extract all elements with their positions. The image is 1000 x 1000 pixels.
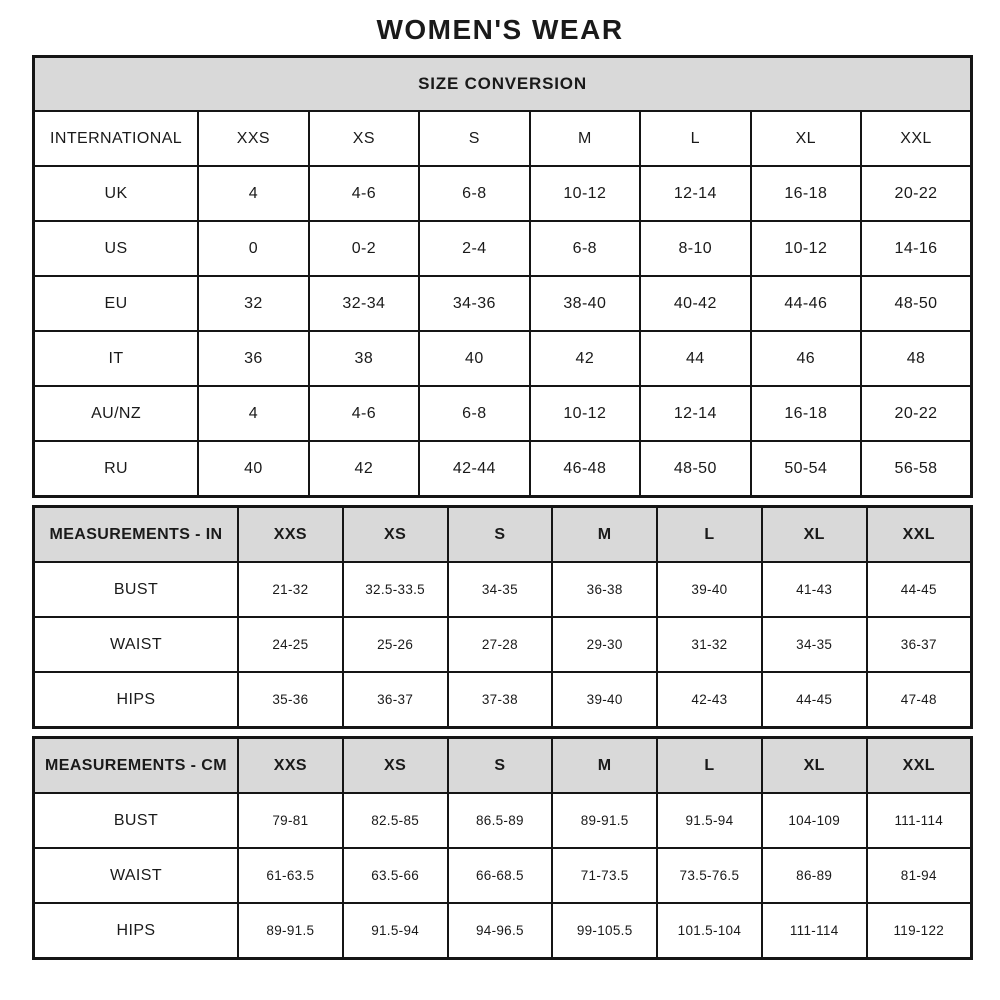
value-cell: 4 bbox=[198, 166, 308, 221]
row-label: BUST bbox=[34, 793, 238, 848]
table-row bbox=[34, 903, 972, 959]
value-cell: 34-35 bbox=[448, 562, 553, 617]
column-header: S bbox=[419, 111, 529, 166]
value-cell: 91.5-94 bbox=[343, 903, 448, 959]
tables-container bbox=[32, 55, 973, 960]
value-cell: 2-4 bbox=[419, 221, 529, 276]
column-header: L bbox=[640, 111, 750, 166]
value-cell: 10-12 bbox=[530, 386, 640, 441]
row-label: BUST bbox=[34, 562, 238, 617]
column-header: MEASUREMENTS - IN bbox=[34, 507, 238, 563]
row-label: AU/NZ bbox=[34, 386, 199, 441]
value-cell: 4 bbox=[198, 386, 308, 441]
column-header: M bbox=[552, 738, 657, 794]
table-row bbox=[34, 331, 972, 386]
value-cell: 25-26 bbox=[343, 617, 448, 672]
column-header-row bbox=[34, 507, 972, 563]
column-header: XL bbox=[751, 111, 861, 166]
value-cell: 99-105.5 bbox=[552, 903, 657, 959]
value-cell: 39-40 bbox=[657, 562, 762, 617]
value-cell: 12-14 bbox=[640, 166, 750, 221]
value-cell: 38-40 bbox=[530, 276, 640, 331]
value-cell: 6-8 bbox=[530, 221, 640, 276]
value-cell: 42 bbox=[530, 331, 640, 386]
value-cell: 24-25 bbox=[238, 617, 343, 672]
value-cell: 40 bbox=[198, 441, 308, 497]
value-cell: 94-96.5 bbox=[448, 903, 553, 959]
value-cell: 81-94 bbox=[867, 848, 972, 903]
value-cell: 35-36 bbox=[238, 672, 343, 728]
column-header: XL bbox=[762, 738, 867, 794]
value-cell: 42 bbox=[309, 441, 419, 497]
value-cell: 101.5-104 bbox=[657, 903, 762, 959]
value-cell: 111-114 bbox=[762, 903, 867, 959]
column-header: XL bbox=[762, 507, 867, 563]
size-conversion-title: SIZE CONVERSION bbox=[34, 57, 972, 112]
table-row bbox=[34, 276, 972, 331]
value-cell: 16-18 bbox=[751, 166, 861, 221]
table-row bbox=[34, 441, 972, 497]
column-header: M bbox=[530, 111, 640, 166]
table-row bbox=[34, 793, 972, 848]
value-cell: 111-114 bbox=[867, 793, 972, 848]
value-cell: 40-42 bbox=[640, 276, 750, 331]
value-cell: 6-8 bbox=[419, 166, 529, 221]
table-row bbox=[34, 848, 972, 903]
value-cell: 31-32 bbox=[657, 617, 762, 672]
column-header: XXS bbox=[238, 738, 343, 794]
value-cell: 36-37 bbox=[867, 617, 972, 672]
table-row bbox=[34, 672, 972, 728]
column-header: L bbox=[657, 738, 762, 794]
value-cell: 61-63.5 bbox=[238, 848, 343, 903]
row-label: RU bbox=[34, 441, 199, 497]
measurements-in-table bbox=[32, 505, 973, 729]
value-cell: 32-34 bbox=[309, 276, 419, 331]
value-cell: 48 bbox=[861, 331, 971, 386]
column-header: XXL bbox=[867, 507, 972, 563]
value-cell: 0 bbox=[198, 221, 308, 276]
value-cell: 39-40 bbox=[552, 672, 657, 728]
value-cell: 44-45 bbox=[867, 562, 972, 617]
value-cell: 12-14 bbox=[640, 386, 750, 441]
value-cell: 16-18 bbox=[751, 386, 861, 441]
row-label: US bbox=[34, 221, 199, 276]
table-row bbox=[34, 386, 972, 441]
value-cell: 63.5-66 bbox=[343, 848, 448, 903]
value-cell: 0-2 bbox=[309, 221, 419, 276]
column-header: XXS bbox=[198, 111, 308, 166]
value-cell: 86-89 bbox=[762, 848, 867, 903]
value-cell: 34-36 bbox=[419, 276, 529, 331]
value-cell: 79-81 bbox=[238, 793, 343, 848]
value-cell: 14-16 bbox=[861, 221, 971, 276]
value-cell: 10-12 bbox=[751, 221, 861, 276]
value-cell: 44-46 bbox=[751, 276, 861, 331]
value-cell: 89-91.5 bbox=[238, 903, 343, 959]
value-cell: 44-45 bbox=[762, 672, 867, 728]
column-header: L bbox=[657, 507, 762, 563]
value-cell: 36 bbox=[198, 331, 308, 386]
column-header-row bbox=[34, 738, 972, 794]
table-row bbox=[34, 221, 972, 276]
value-cell: 48-50 bbox=[640, 441, 750, 497]
value-cell: 47-48 bbox=[867, 672, 972, 728]
row-label: UK bbox=[34, 166, 199, 221]
value-cell: 20-22 bbox=[861, 166, 971, 221]
value-cell: 42-43 bbox=[657, 672, 762, 728]
column-header: M bbox=[552, 507, 657, 563]
value-cell: 36-38 bbox=[552, 562, 657, 617]
value-cell: 56-58 bbox=[861, 441, 971, 497]
row-label: HIPS bbox=[34, 903, 238, 959]
value-cell: 46-48 bbox=[530, 441, 640, 497]
value-cell: 89-91.5 bbox=[552, 793, 657, 848]
value-cell: 20-22 bbox=[861, 386, 971, 441]
table-row bbox=[34, 562, 972, 617]
value-cell: 104-109 bbox=[762, 793, 867, 848]
column-header: S bbox=[448, 507, 553, 563]
value-cell: 40 bbox=[419, 331, 529, 386]
column-header: INTERNATIONAL bbox=[34, 111, 199, 166]
value-cell: 34-35 bbox=[762, 617, 867, 672]
row-label: IT bbox=[34, 331, 199, 386]
value-cell: 82.5-85 bbox=[343, 793, 448, 848]
row-label: HIPS bbox=[34, 672, 238, 728]
row-label: WAIST bbox=[34, 848, 238, 903]
column-header: XXL bbox=[861, 111, 971, 166]
value-cell: 32 bbox=[198, 276, 308, 331]
page-title: WOMEN'S WEAR bbox=[376, 14, 624, 45]
value-cell: 10-12 bbox=[530, 166, 640, 221]
row-label: EU bbox=[34, 276, 199, 331]
column-header: MEASUREMENTS - CM bbox=[34, 738, 238, 794]
value-cell: 119-122 bbox=[867, 903, 972, 959]
measurements-cm-table bbox=[32, 736, 973, 960]
column-header: XS bbox=[343, 738, 448, 794]
value-cell: 38 bbox=[309, 331, 419, 386]
column-header: S bbox=[448, 738, 553, 794]
value-cell: 42-44 bbox=[419, 441, 529, 497]
value-cell: 29-30 bbox=[552, 617, 657, 672]
value-cell: 48-50 bbox=[861, 276, 971, 331]
column-header: XXL bbox=[867, 738, 972, 794]
column-header: XXS bbox=[238, 507, 343, 563]
value-cell: 32.5-33.5 bbox=[343, 562, 448, 617]
table-row bbox=[34, 617, 972, 672]
column-header: XS bbox=[309, 111, 419, 166]
value-cell: 8-10 bbox=[640, 221, 750, 276]
value-cell: 37-38 bbox=[448, 672, 553, 728]
value-cell: 71-73.5 bbox=[552, 848, 657, 903]
size-conversion-table bbox=[32, 55, 973, 498]
value-cell: 46 bbox=[751, 331, 861, 386]
value-cell: 86.5-89 bbox=[448, 793, 553, 848]
value-cell: 4-6 bbox=[309, 166, 419, 221]
value-cell: 27-28 bbox=[448, 617, 553, 672]
value-cell: 91.5-94 bbox=[657, 793, 762, 848]
column-header: XS bbox=[343, 507, 448, 563]
value-cell: 6-8 bbox=[419, 386, 529, 441]
column-header-row bbox=[34, 111, 972, 166]
table-row bbox=[34, 166, 972, 221]
row-label: WAIST bbox=[34, 617, 238, 672]
value-cell: 41-43 bbox=[762, 562, 867, 617]
value-cell: 50-54 bbox=[751, 441, 861, 497]
value-cell: 4-6 bbox=[309, 386, 419, 441]
value-cell: 36-37 bbox=[343, 672, 448, 728]
value-cell: 44 bbox=[640, 331, 750, 386]
value-cell: 66-68.5 bbox=[448, 848, 553, 903]
value-cell: 73.5-76.5 bbox=[657, 848, 762, 903]
value-cell: 21-32 bbox=[238, 562, 343, 617]
table-title-row bbox=[34, 57, 972, 112]
